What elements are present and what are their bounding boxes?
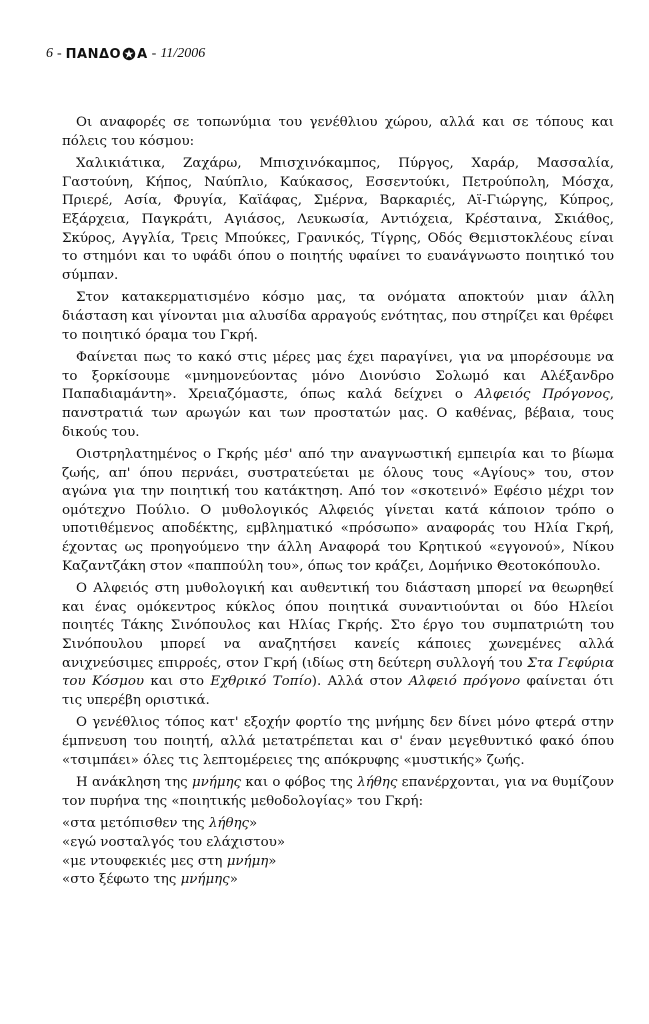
text-run: επανέρχονται, για να θυμίζουν τον πυρήνα της «ποιητικής μεθοδολογίας» του Γκρή: — [62, 775, 614, 809]
header-separator: - — [57, 46, 62, 61]
quote-line — [62, 853, 614, 872]
italic-word: λήθης — [357, 775, 398, 791]
text-run: Φαίνεται πως το κακό στις μέρες μας έχει παραγίνει, για να μπορέσουμε να το ξορκίσουμε «μνημονεύοντας μόνο Διονύσιο Σολωμό και Αλέξανδρο Παπαδιαμάντη». Χρειαζόμαστε, όπως καλά δείχνει ο — [62, 350, 614, 403]
italic-word: λήθης — [208, 816, 250, 832]
quote-line — [62, 834, 614, 853]
text-run: «στα μετόπισθεν της — [62, 816, 209, 832]
text-run: Η ανάκληση της — [76, 775, 192, 791]
paragraph — [62, 349, 614, 442]
paragraph: Οιστρηλατημένος ο Γκρής μέσ' από την αναγνωστική εμπειρία και το βίωμα ζωής, απ' όπου περνάει, συστρατεύεται με όλους τους «Αγίους» του, στον αγώνα για την ποιητική του κατάκτηση. Από τον «σκοτεινό» Εφέσιο μέχρι τον ομότεχνο Πούλιο. Ο μυθολογικός Αλφειός γίνεται κατά κάποιον τρόπο ο υποτιθέμενος αποδέκτης, εμβληματικό «πρόσωπο» αναφοράς του Ηλία Γκρή, έχοντας ως προηγούμενο την άλλη Αναφορά του Κρητικού «εγγονού», Νίκου Καζαντζάκη στον «παππούλη του», όπως τον κράζει, Δομήνικο Θεοτοκόπουλο. — [62, 447, 614, 574]
italic-title: Αλφειός Πρόγονος — [474, 387, 610, 403]
italic-word: μνήμη — [226, 853, 269, 869]
text-run: φαίνεται ότι τις υπερέβη οριστικά. — [62, 674, 615, 708]
paragraph — [62, 580, 614, 710]
text-run: » — [268, 853, 277, 869]
text-run: , πανστρατιά των αρωγών και των προστατών μας. Ο καθένας, βέβαια, τους δικούς του. — [62, 387, 614, 440]
text-run: «με ντουφεκιές μες στη — [62, 853, 227, 869]
text-run: » — [229, 872, 238, 888]
paragraph: Στον κατακερματισμένο κόσμο μας, τα ονόματα αποκτούν μιαν άλλη διάσταση και γίνονται μια αλυσίδα αρραγούς ενότητας, που στηρίζει και θρέφει το ποιητικό όραμα του Γκρή. — [62, 290, 614, 343]
magazine-title — [66, 47, 148, 62]
italic-title: Στα Γεφύρια του Κόσμου — [62, 655, 614, 690]
emblem-icon — [122, 47, 136, 61]
text-run: «στο ξέφωτο της — [62, 872, 181, 888]
text-run: » — [249, 816, 258, 832]
paragraph — [62, 774, 614, 811]
text-run: Ο Αλφειός στη μυθολογική και αυθεντική του διάσταση μπορεί να θεωρηθεί και ένας ομόκεντρος κύκλος όπου ποιητικά συναντιούνται οι δύο Ηλείοι ποιητές Τάκης Σινόπουλος και Ηλίας Γκρής. Στο έργο του συμπατριώτη του Σινόπουλου μπορεί να αναζητήσει κανείς κάποιες χωνεμένες αλλά ανιχνεύσιμες επιρροές, στον Γκρή (ιδίως στη δεύτερη συλλογή του — [62, 581, 614, 671]
text-run: «εγώ νοσταλγός του ελάχιστου» — [62, 834, 286, 850]
italic-title: Αλφειό πρόγονο — [408, 674, 521, 690]
quote-line — [62, 815, 614, 834]
header-separator: - — [151, 46, 157, 61]
paragraph: Ο γενέθλιος τόπος κατ' εξοχήν φορτίο της μνήμης δεν δίνει μόνο φτερά στην έμπνευση του ποιητή, αλλά μετατρέπεται και σ' έναν μεγεθυντικό φακό όπου «τσιμπάει» όλες τις λεπτομέρειες της απόκρυφης «μυστικής» ζωής. — [62, 715, 614, 768]
paragraph: Οι αναφορές σε τοπωνύμια του γενέθλιου χώρου, αλλά και σε τόπους και πόλεις του κόσμου: — [62, 115, 614, 149]
paragraph-placenames: Χαλικιάτικα, Ζαχάρω, Μπισχινόκαμπος, Πύργος, Χαράρ, Μασσαλία, Γαστούνη, Κήπος, Ναύπλιο, Καύκασος, Εσσεντούκι, Πετρούπολη, Μόσχα, Πριερέ, Ασία, Φρυγία, Καϊάφας, Σμέρνα, Βαρκαριές, Αϊ-Γιώργης, Κύπρος, Εξάρχεια, Παγκράτι, Αγιάσος, Λευκωσία, Αντιόχεια, Κρέσταινα, Σκιάθος, Σκύρος, Αγγλία, Τρεις Μπούκες, Γρανικός, Τίγρης, Οδός Θεμιστοκλέους είναι το στημόνι και το υφάδι όπου ο ποιητής υφαίνει το ευανάγνωστο ποιητικό του σύμπαν. — [62, 156, 614, 283]
page-number: 6 — [46, 46, 53, 61]
issue-date: 11/2006 — [160, 46, 206, 61]
text-run: ). Αλλά στον — [311, 674, 409, 690]
italic-word: μνήμης — [191, 775, 242, 791]
running-header — [46, 46, 205, 62]
magazine-title-end: Α — [137, 46, 148, 62]
italic-word: μνήμης — [180, 872, 230, 888]
italic-title: Εχθρικό Τοπίο — [210, 674, 312, 690]
article-body — [62, 114, 614, 890]
text-run: και στο — [144, 674, 211, 690]
quote-list — [62, 815, 614, 889]
magazine-title-start: ΠΑΝΔΟ — [65, 46, 122, 62]
quote-line — [62, 871, 614, 890]
text-run: και ο φόβος της — [241, 775, 358, 791]
